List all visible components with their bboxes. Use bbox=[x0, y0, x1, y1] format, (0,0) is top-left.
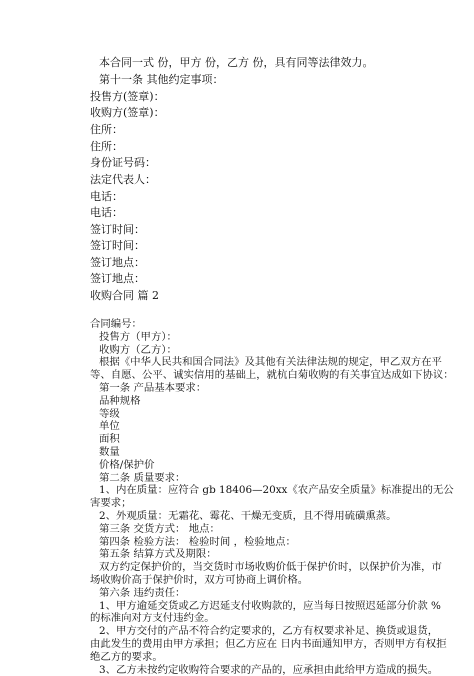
text-line: 价格/保护价 bbox=[99, 458, 155, 471]
text-line: 签订地点： bbox=[90, 256, 145, 269]
text-line: 1、内在质量：应符合 gb 18406—20xx《农产品安全质量》标准提出的无公 bbox=[99, 484, 454, 497]
section-heading: 收购合同 篇 2 bbox=[90, 289, 159, 302]
text-line: 投售方（甲方）： bbox=[99, 330, 177, 343]
text-line: 的标准向对方支付违约金。 bbox=[90, 612, 215, 625]
text-line: 1、甲方逾延交货或乙方迟延支付收购款的，应当每日按照迟延部分价款 % bbox=[99, 599, 441, 612]
text-line: 2、外观质量：无霜花、霉花、干燥无变质，且不得用硫磺熏蒸。 bbox=[99, 510, 397, 522]
text-line: 第二条 质量要求： bbox=[99, 471, 186, 484]
text-line: 身份证号码： bbox=[90, 156, 156, 169]
text-line: 单位 bbox=[99, 420, 120, 433]
text-line: 电话： bbox=[90, 190, 123, 203]
text-line: 投售方(签章)： bbox=[90, 90, 165, 103]
text-line: 双方约定保护价的，当交货时市场收购价低于保护价时，以保护价为准，市 bbox=[99, 561, 442, 574]
text-line: 2、甲方交付的产品不符合约定要求的，乙方有权要求补足、换货或退货， bbox=[99, 625, 439, 638]
text-line: 数量 bbox=[99, 446, 120, 458]
text-line: 收购方（乙方）： bbox=[99, 343, 177, 356]
text-line: 第一条 产品基本要求： bbox=[99, 382, 207, 394]
text-line: 法定代表人： bbox=[90, 173, 156, 186]
text-line: 电话： bbox=[90, 206, 123, 219]
text-line: 签订地点： bbox=[90, 272, 145, 285]
text-line: 根据《中华人民共和国合同法》及其他有关法律法规的规定，甲乙双方在平 bbox=[99, 356, 442, 369]
text-line: 第五条 结算方式及期限： bbox=[99, 548, 217, 561]
text-line: 场收购价高于保护价时，双方可协商上调价格。 bbox=[90, 574, 309, 586]
text-line: 签订时间： bbox=[90, 239, 145, 252]
text-line: 由此发生的费用由甲方承担；但乙方应在 日内书面通知甲方，否则甲方有权拒 bbox=[90, 638, 447, 650]
text-line: 绝乙方的要求。 bbox=[90, 650, 163, 663]
text-line: 品种规格 bbox=[99, 394, 141, 407]
text-line: 合同编号： bbox=[90, 318, 142, 330]
text-line: 第十一条 其他约定事项： bbox=[99, 73, 224, 86]
text-line: 收购方(签章)： bbox=[90, 106, 165, 119]
text-line: 害要求； bbox=[90, 497, 132, 510]
text-line: 3、乙方未按约定收购符合要求的产品的，应承担由此给甲方造成的损失。 bbox=[99, 663, 439, 676]
text-line: 等级 bbox=[99, 407, 120, 420]
text-line: 签订时间： bbox=[90, 223, 145, 236]
text-line: 第四条 检验方法： 检验时间 ，检验地点： bbox=[99, 535, 296, 548]
text-line: 本合同一式 份，甲方 份，乙方 份，具有同等法律效力。 bbox=[99, 56, 374, 69]
text-line: 第三条 交货方式： 地点： bbox=[99, 522, 220, 535]
text-line: 等、自愿、公平、诚实信用的基础上，就杭白菊收购的有关事宜达成如下协议： bbox=[90, 369, 454, 382]
text-line: 面积 bbox=[99, 433, 120, 446]
text-line: 住所： bbox=[90, 140, 123, 153]
text-line: 住所： bbox=[90, 123, 123, 136]
text-line: 第六条 违约责任： bbox=[99, 586, 186, 599]
